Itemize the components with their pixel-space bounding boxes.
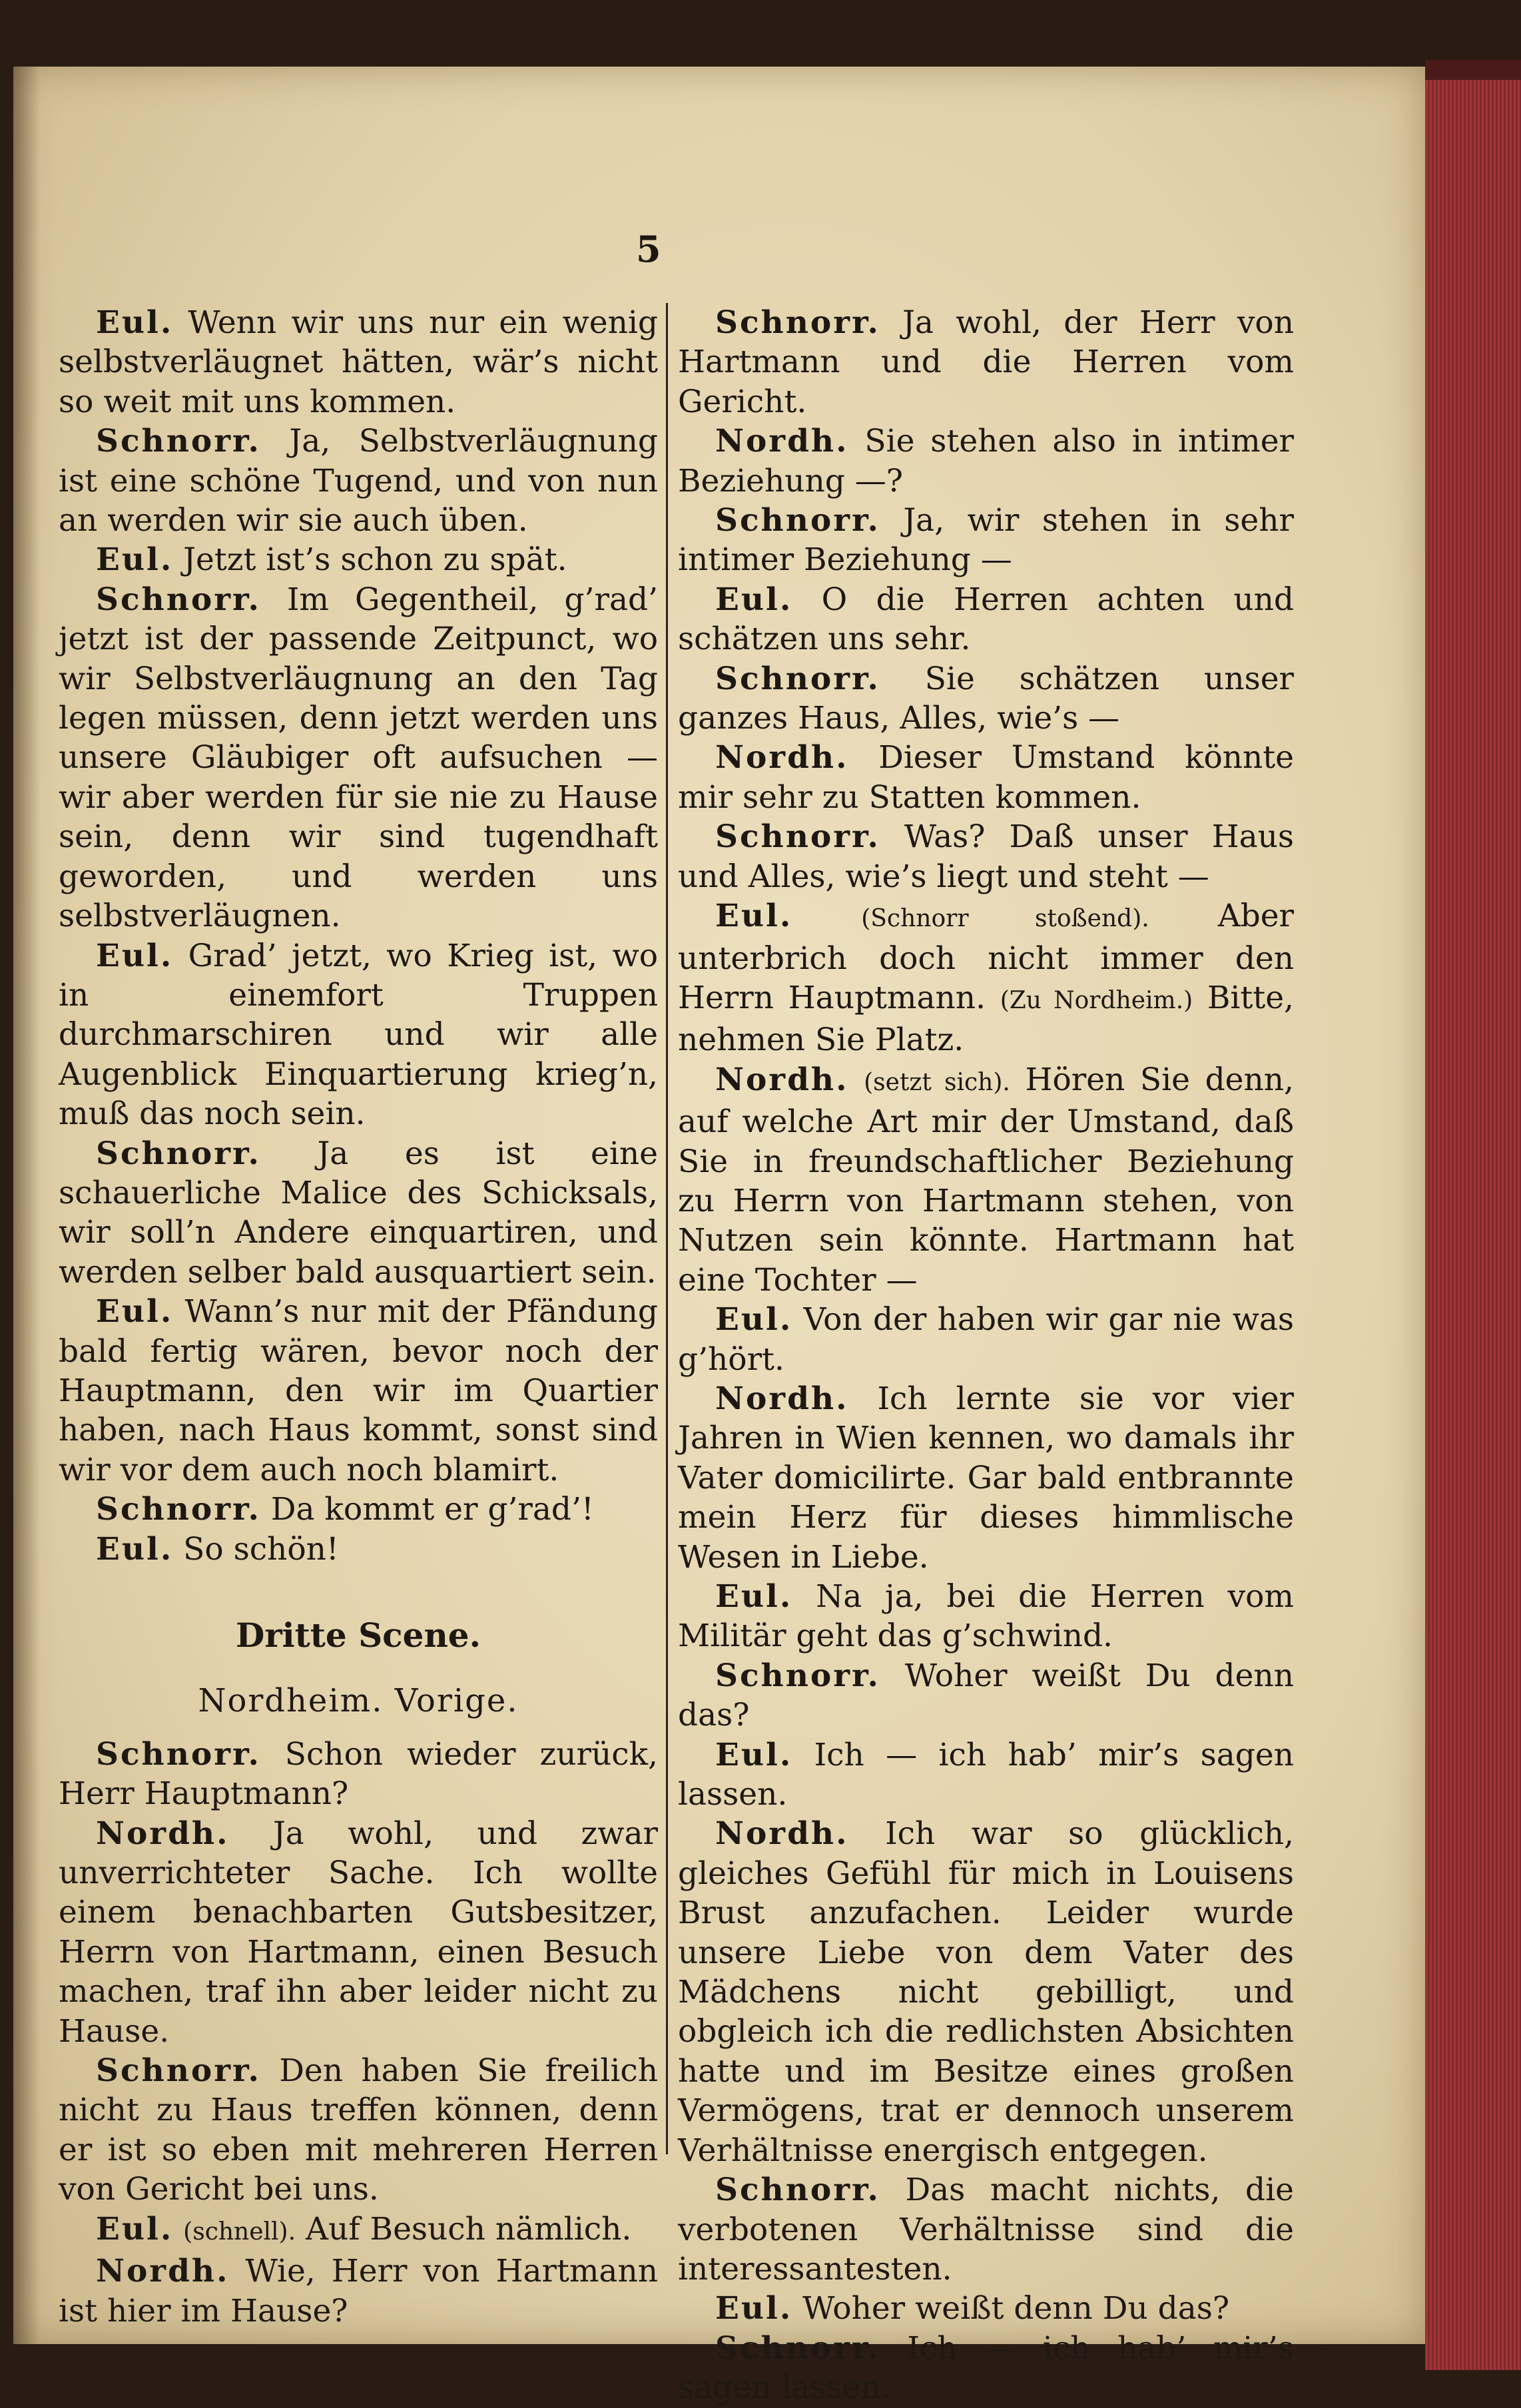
speaker-name: Eul. (715, 1736, 793, 1773)
stage-direction: (setzt sich). (864, 1068, 1010, 1096)
speech-text: Ja, wir stehen in sehr intimer Beziehung — (678, 502, 1294, 579)
speech-text: Ich — ich hab’ mir’s sagen lassen. (678, 1736, 1294, 1813)
speech-text: Den haben Sie freilich nicht zu Haus treffen können, denn er ist so eben mit mehreren Herren von Gericht bei uns. (59, 2052, 658, 2208)
stage-direction: (Zu Nordheim.) (1000, 986, 1193, 1014)
speaker-name: Nordh. (715, 423, 849, 460)
speech-text: Ich lernte sie vor vier Jahren in Wien kennen, wo damals ihr Vater domicilirte. Gar bald entbrannte mein Herz für dieses himmlische Wesen in Liebe. (678, 1380, 1294, 1576)
right-dialogue (678, 303, 1294, 2408)
speech-paragraph (59, 1735, 658, 1814)
speech-paragraph (678, 1379, 1294, 1577)
speaker-name: Schnorr. (715, 818, 880, 856)
speech-paragraph (59, 580, 658, 936)
speaker-name: Nordh. (96, 1815, 230, 1852)
stage-direction: (Schnorr stoßend). (861, 905, 1149, 933)
speech-text: Dieser Umstand könnte mir sehr zu Statten kommen. (678, 739, 1294, 816)
speech-text: Jetzt ist’s schon zu spät. (183, 541, 567, 579)
speaker-name: Eul. (96, 1293, 174, 1331)
speaker-name: Schnorr. (715, 1657, 880, 1694)
speaker-name: Nordh. (715, 1380, 849, 1417)
speech-text: Grad’ jetzt, wo Krieg ist, wo in einemfort Truppen durchmarschiren und wir alle Augenblick Einquartierung krieg’n, muß das noch sein. (59, 937, 658, 1133)
speech-paragraph (678, 2170, 1294, 2289)
speech-text: Na ja, bei die Herren vom Militär geht das g’schwind. (678, 1578, 1294, 1655)
speech-text: Woher weißt denn Du das? (802, 2290, 1230, 2327)
speech-paragraph (678, 1300, 1294, 1379)
speaker-name: Eul. (715, 581, 793, 618)
page-number: 5 (636, 228, 661, 270)
speech-text: Auf Besuch nämlich. (306, 2210, 632, 2248)
speech-text: Ich war so glücklich, gleiches Gefühl für mich in Louisens Brust anzufachen. Leider wurde unsere Liebe von dem Vater des Mädchens nicht gebilligt, und obgleich ich die redlichsten Absichten hatte und im Besitze eines großen Vermögens, trat er dennoch unserem Verhältnisse energisch entgegen. (678, 1815, 1294, 2169)
speaker-name: Schnorr. (715, 304, 880, 341)
speaker-name: Eul. (96, 937, 174, 974)
speech-paragraph (59, 1134, 658, 1293)
speech-paragraph (59, 540, 658, 579)
speaker-name: Eul. (715, 1578, 793, 1615)
speech-text: Schon wieder zurück, Herr Hauptmann? (59, 1735, 658, 1813)
page-block-edge-top (1425, 60, 1521, 80)
speaker-name: Eul. (96, 2210, 174, 2248)
speech-paragraph (59, 2210, 658, 2252)
speech-paragraph (678, 303, 1294, 422)
speech-paragraph (678, 422, 1294, 501)
speech-text: Wann’s nur mit der Pfändung bald fertig wären, bevor noch der Hauptmann, den wir im Quartier haben, nach Haus kommt, sonst sind wir vor dem auch noch blamirt. (59, 1293, 658, 1488)
speaker-name: Nordh. (96, 2253, 230, 2290)
speaker-name: Schnorr. (96, 1735, 261, 1773)
speaker-name: Schnorr. (715, 2172, 880, 2209)
column-divider (666, 303, 668, 2154)
speech-text: So schön! (183, 1530, 339, 1568)
speaker-name: Schnorr. (96, 1135, 261, 1172)
speech-paragraph (678, 1060, 1294, 1300)
speech-text: Von der haben wir gar nie was g’hört. (678, 1301, 1294, 1378)
speaker-name: Schnorr. (96, 581, 261, 618)
speech-paragraph (678, 580, 1294, 659)
left-column (59, 303, 658, 2331)
speaker-name: Nordh. (715, 1061, 849, 1098)
scene-persons: Nordheim. Vorige. (198, 1682, 519, 1720)
speech-paragraph (678, 2329, 1294, 2408)
speech-text: Was? Daß unser Haus und Alles, wie’s liegt und steht — (678, 818, 1294, 895)
page-block-edge (1425, 60, 1521, 2370)
speech-text: Sie stehen also in intimer Beziehung —? (678, 423, 1294, 499)
speech-paragraph (678, 738, 1294, 817)
speaker-name: Eul. (715, 2290, 793, 2327)
speech-paragraph (678, 2289, 1294, 2328)
speech-paragraph (59, 2252, 658, 2331)
speech-text: Da kommt er g’rad’! (270, 1491, 594, 1528)
speech-text: Wenn wir uns nur ein wenig selbstverläugnet hätten, wär’s nicht so weit mit uns kommen. (59, 304, 658, 420)
speech-text: Sie schätzen unser ganzes Haus, Alles, wie’s — (678, 660, 1294, 737)
speech-text: Ja wohl, und zwar unverrichteter Sache. Ich wollte einem benachbarten Gutsbesitzer, Herrn von Hartmann, einen Besuch machen, traf ihn aber leider nicht zu Hause. (59, 1815, 658, 2050)
stage-direction: (schnell). (183, 2218, 296, 2246)
left-dialogue-after (59, 1735, 658, 2331)
speaker-name: Eul. (96, 1530, 174, 1568)
speech-text: Hören Sie denn, auf welche Art mir der Umstand, daß Sie in freundschaftlicher Beziehung zu Herrn von Hartmann stehen, von Nutzen sein könnte. Hartmann hat eine Tochter — (678, 1061, 1294, 1299)
speaker-name: Schnorr. (715, 2329, 880, 2367)
speech-text: Ja, Selbstverläugnung ist eine schöne Tugend, und von nun an werden wir sie auch üben. (59, 423, 658, 539)
speech-paragraph (678, 1656, 1294, 1735)
speech-paragraph (678, 1814, 1294, 2170)
right-column (678, 303, 1294, 2408)
speech-paragraph (678, 896, 1294, 1060)
speech-text: O die Herren achten und schätzen uns sehr. (678, 581, 1294, 658)
speech-text: Woher weißt Du denn das? (678, 1657, 1294, 1734)
speech-text: Das macht nichts, die verbotenen Verhältnisse sind die interessantesten. (678, 2172, 1294, 2287)
scene-title: Dritte Scene. (235, 1616, 481, 1655)
speech-paragraph (678, 817, 1294, 896)
speech-text: Im Gegentheil, g’rad’ jetzt ist der passende Zeitpunct, wo wir Selbstverläugnung an den Tag legen müssen, denn jetzt werden uns unsere Gläubiger oft aufsuchen — wir aber werden für sie nie zu Hause sein, denn wir sind tugendhaft geworden, und werden uns selbstverläugnen. (59, 581, 658, 935)
speaker-name: Schnorr. (715, 660, 880, 697)
speech-text: Ja es ist eine schauerliche Malice des Schicksals, wir soll’n Andere einquartiren, und werden selber bald ausquartiert sein. (59, 1135, 658, 1291)
speaker-name: Eul. (96, 541, 174, 579)
speaker-name: Eul. (715, 1301, 793, 1339)
speech-text: Bitte, nehmen Sie Platz. (678, 979, 1294, 1059)
speaker-name: Eul. (96, 304, 174, 341)
speech-paragraph (59, 936, 658, 1134)
speech-paragraph (59, 1814, 658, 2051)
speaker-name: Schnorr. (96, 1491, 261, 1528)
speech-paragraph (678, 501, 1294, 580)
speech-paragraph (59, 1530, 658, 1569)
speech-paragraph (678, 1735, 1294, 1815)
speaker-name: Schnorr. (715, 502, 880, 539)
speech-text: Ich — ich hab’ mir’s sagen lassen. (678, 2329, 1294, 2407)
speaker-name: Schnorr. (96, 2052, 261, 2090)
speech-paragraph (59, 1292, 658, 1490)
speech-paragraph (678, 1577, 1294, 1656)
speech-paragraph (59, 303, 658, 422)
speech-text: Ja wohl, der Herr von Hartmann und die Herren vom Gericht. (678, 304, 1294, 420)
speaker-name: Nordh. (715, 1815, 849, 1853)
speech-text: Wie, Herr von Hartmann ist hier im Hause? (59, 2253, 658, 2329)
speech-paragraph (59, 422, 658, 540)
left-dialogue (59, 303, 658, 1569)
speech-text: Aber unterbrich doch nicht immer den Herrn Hauptmann. (678, 898, 1294, 1016)
speech-paragraph (678, 659, 1294, 739)
speaker-name: Schnorr. (96, 423, 261, 460)
speaker-name: Nordh. (715, 739, 849, 776)
speaker-name: Eul. (715, 898, 793, 935)
speech-paragraph (59, 2051, 658, 2210)
page-gutter-shadow (13, 67, 40, 2344)
speech-paragraph (59, 1490, 658, 1529)
